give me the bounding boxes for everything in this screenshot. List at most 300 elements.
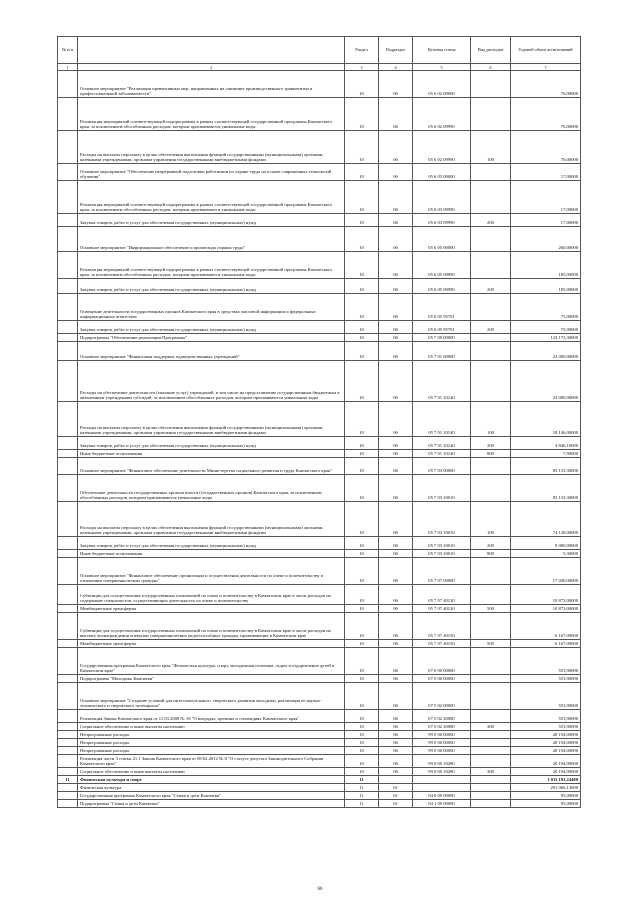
row-podrazdel: 06 <box>379 450 413 458</box>
row-vr <box>471 585 511 605</box>
row-number <box>58 214 78 227</box>
row-razdel: 10 <box>345 181 379 214</box>
column-number: 4 <box>379 64 413 71</box>
row-name: Межбюджетные трансферты <box>78 640 345 648</box>
row-vr <box>471 342 511 361</box>
table-row <box>58 252 581 279</box>
row-number <box>58 98 78 131</box>
row-vr: 500 <box>471 640 511 648</box>
row-name: Реализация мероприятий соответствующей подпрограммы в рамках соответствующей государственной программы Камчатского края, за исключением обособленных расходов, которым присваиваются уникальные коды <box>78 181 345 214</box>
row-vr <box>471 361 511 402</box>
row-vr: 100 <box>471 402 511 437</box>
table-header-row <box>58 37 581 64</box>
table-body <box>58 71 581 808</box>
row-name: Подпрограмма "Молодежь Камчатки" <box>78 675 345 683</box>
row-name: Закупка товаров, работ и услуг для обеспечения государственных (муниципальных) нужд <box>78 437 345 450</box>
row-name: Расходы на обеспечение деятельности (оказание услуг) учреждений, в том числе на предоставление государственным бюджетным и автономным учреждениям субсидий, за исключением обособленных расходов, которым присваиваются уникальные коды <box>78 361 345 402</box>
header-sum: Годовой объем ассигнований <box>511 37 581 64</box>
row-podrazdel: 06 <box>379 502 413 537</box>
row-razdel: 11 <box>345 800 379 808</box>
row-csr: 05 7 01 00000 <box>413 342 471 361</box>
row-vr <box>471 739 511 747</box>
row-number <box>58 458 78 475</box>
table-row <box>58 768 581 776</box>
row-name: Непрограммные расходы <box>78 731 345 739</box>
row-vr <box>471 164 511 181</box>
row-vr <box>471 784 511 792</box>
row-sum: 20 194,00000 <box>511 739 581 747</box>
page-number: 66 <box>317 887 323 892</box>
row-razdel: 10 <box>345 640 379 648</box>
row-vr <box>471 755 511 768</box>
row-razdel: 10 <box>345 252 379 279</box>
row-vr <box>471 710 511 723</box>
row-number <box>58 675 78 683</box>
row-csr: 05 6 05 09990 <box>413 279 471 294</box>
row-csr: 05 7 01 10140 <box>413 361 471 402</box>
row-podrazdel: 06 <box>379 71 413 98</box>
row-sum: 23 000,00000 <box>511 342 581 361</box>
table-row <box>58 784 581 792</box>
row-podrazdel: 06 <box>379 321 413 334</box>
table-row <box>58 710 581 723</box>
row-vr <box>471 792 511 800</box>
row-razdel: 10 <box>345 723 379 731</box>
column-number: 1 <box>58 64 78 71</box>
row-name: Реализация части 3 статьи 21.1 Закона Камчатского края от 08.02.2012 № 8 "О статусе депутата Законодательного Собрания Камчатского края" <box>78 755 345 768</box>
row-number <box>58 294 78 321</box>
header-podrazdel: Подраздел <box>379 37 413 64</box>
row-podrazdel: 01 <box>379 784 413 792</box>
row-number <box>58 252 78 279</box>
row-number <box>58 747 78 755</box>
row-number <box>58 437 78 450</box>
row-podrazdel: 01 <box>379 800 413 808</box>
row-number <box>58 502 78 537</box>
row-podrazdel: 06 <box>379 402 413 437</box>
row-number <box>58 784 78 792</box>
row-razdel: 10 <box>345 342 379 361</box>
row-csr: 05 7 03 10010 <box>413 475 471 502</box>
row-name: Закупка товаров, работ и услуг для обеспечения государственных (муниципальных) нужд <box>78 279 345 294</box>
row-podrazdel: 06 <box>379 131 413 164</box>
row-vr <box>471 731 511 739</box>
row-number <box>58 475 78 502</box>
row-podrazdel: 06 <box>379 731 413 739</box>
row-razdel: 10 <box>345 71 379 98</box>
row-razdel: 10 <box>345 321 379 334</box>
row-number <box>58 585 78 605</box>
table-row <box>58 227 581 252</box>
row-podrazdel: 06 <box>379 279 413 294</box>
budget-page <box>57 36 580 808</box>
table-row <box>58 739 581 747</box>
row-sum: 260,00000 <box>511 227 581 252</box>
row-number <box>58 71 78 98</box>
row-razdel: 10 <box>345 279 379 294</box>
row-number <box>58 558 78 585</box>
row-razdel: 10 <box>345 131 379 164</box>
row-vr <box>471 683 511 710</box>
table-row <box>58 450 581 458</box>
table-row <box>58 776 581 784</box>
row-razdel: 10 <box>345 502 379 537</box>
row-csr: 99 0 00 00000 <box>413 747 471 755</box>
row-number <box>58 131 78 164</box>
row-podrazdel: 06 <box>379 334 413 342</box>
row-name: Иные бюджетные ассигнования <box>78 450 345 458</box>
table-row <box>58 98 581 131</box>
row-sum: 76,00000 <box>511 131 581 164</box>
row-number <box>58 164 78 181</box>
row-csr: 05 6 05 00000 <box>413 227 471 252</box>
row-razdel: 10 <box>345 739 379 747</box>
row-sum: 291 066,13000 <box>511 784 581 792</box>
row-csr: 05 7 01 10140 <box>413 450 471 458</box>
table-row <box>58 605 581 613</box>
row-vr <box>471 675 511 683</box>
row-number <box>58 683 78 710</box>
row-podrazdel: 06 <box>379 613 413 640</box>
row-csr: 05 7 01 10140 <box>413 437 471 450</box>
row-podrazdel: 06 <box>379 723 413 731</box>
row-podrazdel: 06 <box>379 294 413 321</box>
table-row <box>58 747 581 755</box>
row-razdel: 10 <box>345 227 379 252</box>
row-csr: 05 7 07 40120 <box>413 605 471 613</box>
table-row <box>58 792 581 800</box>
row-csr: 05 6 05 95701 <box>413 321 471 334</box>
row-vr: 300 <box>471 723 511 731</box>
row-sum: 76,00000 <box>511 98 581 131</box>
row-sum: 20 194,00000 <box>511 731 581 739</box>
row-name: Социальное обеспечение и иные выплаты населению <box>78 768 345 776</box>
row-vr <box>471 747 511 755</box>
table-row <box>58 458 581 475</box>
row-name: Физическая культура и спорт <box>78 776 345 784</box>
row-podrazdel: 06 <box>379 550 413 558</box>
row-sum: 75,00000 <box>511 321 581 334</box>
row-podrazdel: 06 <box>379 342 413 361</box>
column-number: 2 <box>78 64 345 71</box>
row-vr: 200 <box>471 214 511 227</box>
row-number <box>58 361 78 402</box>
row-podrazdel: 06 <box>379 252 413 279</box>
row-csr: 05 6 02 09990 <box>413 131 471 164</box>
row-name: Непрограммные расходы <box>78 739 345 747</box>
row-podrazdel: 06 <box>379 755 413 768</box>
header-razdel: Раздел <box>345 37 379 64</box>
budget-table <box>57 36 581 808</box>
row-number: 11 <box>58 776 78 784</box>
row-vr <box>471 181 511 214</box>
row-razdel: 10 <box>345 98 379 131</box>
row-razdel: 11 <box>345 784 379 792</box>
row-sum: 76,00000 <box>511 71 581 98</box>
row-name: Закупка товаров, работ и услуг для обеспечения государственных (муниципальных) нужд <box>78 321 345 334</box>
row-podrazdel: 06 <box>379 683 413 710</box>
row-sum: 123 173,30000 <box>511 334 581 342</box>
row-sum: 20 194,00000 <box>511 768 581 776</box>
row-sum: 74 128,00000 <box>511 502 581 537</box>
table-row <box>58 321 581 334</box>
row-razdel: 10 <box>345 475 379 502</box>
row-vr <box>471 648 511 675</box>
row-csr: 05 6 02 00000 <box>413 71 471 98</box>
row-name: Государственная программа Камчатского края "Семья и дети Камчатки" <box>78 792 345 800</box>
table-row <box>58 502 581 537</box>
row-vr <box>471 776 511 784</box>
row-sum: 553,90000 <box>511 648 581 675</box>
row-razdel: 10 <box>345 710 379 723</box>
row-number <box>58 755 78 768</box>
row-number <box>58 710 78 723</box>
row-podrazdel: 06 <box>379 214 413 227</box>
row-csr: 07 5 02 20080 <box>413 723 471 731</box>
row-podrazdel: 06 <box>379 475 413 502</box>
row-sum: 6 167,00000 <box>511 640 581 648</box>
row-csr: 99 0 00 10280 <box>413 768 471 776</box>
row-sum: 17,00000 <box>511 164 581 181</box>
row-razdel: 10 <box>345 294 379 321</box>
row-name: Расходы на выплаты персоналу в целях обеспечения выполнения функций государственными (муниципальными) органами, казенными учреждениями, органами управления государственными внебюджетными фондами <box>78 402 345 437</box>
row-vr <box>471 294 511 321</box>
column-number: 3 <box>345 64 379 71</box>
row-razdel: 10 <box>345 585 379 605</box>
row-razdel: 10 <box>345 683 379 710</box>
row-vr <box>471 558 511 585</box>
row-name: Социальное обеспечение и иные выплаты населению <box>78 723 345 731</box>
table-row <box>58 755 581 768</box>
row-csr: 05 7 07 40150 <box>413 613 471 640</box>
row-vr <box>471 475 511 502</box>
row-sum: 75,00000 <box>511 294 581 321</box>
table-row <box>58 402 581 437</box>
row-podrazdel: 06 <box>379 98 413 131</box>
row-razdel: 11 <box>345 792 379 800</box>
row-podrazdel: 06 <box>379 710 413 723</box>
row-razdel: 10 <box>345 747 379 755</box>
row-name: Основное мероприятие "Финансовая поддержка подведомственных учреждений" <box>78 342 345 361</box>
row-csr: 05 6 05 09990 <box>413 252 471 279</box>
table-row <box>58 279 581 294</box>
row-csr: 05 7 07 40120 <box>413 585 471 605</box>
row-sum: 10 873,00000 <box>511 585 581 605</box>
row-razdel: 10 <box>345 402 379 437</box>
row-razdel: 10 <box>345 361 379 402</box>
column-number: 5 <box>413 64 471 71</box>
row-name: Расходы на выплаты персоналу в целях обеспечения выполнения функций государственными (муниципальными) органами, казенными учреждениями, органами управления государственными внебюджетными фондами <box>78 131 345 164</box>
row-podrazdel: 01 <box>379 792 413 800</box>
row-sum: 9 000,00000 <box>511 537 581 550</box>
row-vr: 200 <box>471 437 511 450</box>
row-sum: 4 846,10000 <box>511 437 581 450</box>
row-podrazdel: 06 <box>379 675 413 683</box>
row-podrazdel: 06 <box>379 558 413 585</box>
header-vr: Вид расходов <box>471 37 511 64</box>
row-csr: 07 5 00 00000 <box>413 675 471 683</box>
row-razdel: 10 <box>345 558 379 585</box>
row-number <box>58 537 78 550</box>
row-sum: 17 040,00000 <box>511 558 581 585</box>
row-sum: 20 194,00000 <box>511 747 581 755</box>
row-name: Реализация Закона Камчатского края от 11.03.2008 № 18 "О наградах, премиях и стипендиях Камчатского края" <box>78 710 345 723</box>
row-name: Иные бюджетные ассигнования <box>78 550 345 558</box>
row-vr <box>471 613 511 640</box>
row-sum: 20 194,00000 <box>511 755 581 768</box>
row-vr <box>471 98 511 131</box>
row-vr: 200 <box>471 321 511 334</box>
row-sum: 17,00000 <box>511 181 581 214</box>
row-name: Освещение деятельности государственных органов Камчатского края в средствах массовой информации и федеральных информационных агентствах <box>78 294 345 321</box>
row-number <box>58 768 78 776</box>
row-sum: 553,90000 <box>511 683 581 710</box>
row-number <box>58 321 78 334</box>
row-sum: 553,90000 <box>511 710 581 723</box>
row-razdel: 10 <box>345 458 379 475</box>
row-vr: 100 <box>471 131 511 164</box>
table-row <box>58 181 581 214</box>
row-name: Закупка товаров, работ и услуг для обеспечения государственных (муниципальных) нужд <box>78 537 345 550</box>
table-row <box>58 71 581 98</box>
row-podrazdel: 06 <box>379 605 413 613</box>
row-number <box>58 605 78 613</box>
header-csr: Целевая статья <box>413 37 471 64</box>
row-name: Основное мероприятие "Создание условий для интеллектуального, творческого развития молодежи, реализация ее научно-технического и творческого потенциала" <box>78 683 345 710</box>
table-row <box>58 800 581 808</box>
table-row <box>58 537 581 550</box>
row-sum: 83 133,30000 <box>511 475 581 502</box>
row-csr: 07 5 02 00000 <box>413 683 471 710</box>
row-podrazdel: 06 <box>379 585 413 605</box>
row-csr: 05 7 03 10010 <box>413 537 471 550</box>
row-razdel: 10 <box>345 537 379 550</box>
row-csr <box>413 784 471 792</box>
row-vr <box>471 458 511 475</box>
table-row <box>58 131 581 164</box>
row-razdel: 10 <box>345 437 379 450</box>
row-razdel: 10 <box>345 605 379 613</box>
row-razdel: 10 <box>345 613 379 640</box>
row-sum: 95,00000 <box>511 792 581 800</box>
row-csr: 05 6 03 09990 <box>413 181 471 214</box>
row-name: Реализация мероприятий соответствующей подпрограммы в рамках соответствующей государственной программы Камчатского края, за исключением обособленных расходов, которым присваиваются уникальные коды <box>78 252 345 279</box>
row-sum: 1 011 193,24400 <box>511 776 581 784</box>
row-podrazdel: 06 <box>379 768 413 776</box>
row-sum: 10 873,00000 <box>511 605 581 613</box>
table-row <box>58 475 581 502</box>
row-number <box>58 550 78 558</box>
row-sum: 23 000,00000 <box>511 361 581 402</box>
table-row <box>58 683 581 710</box>
row-razdel: 10 <box>345 164 379 181</box>
row-csr: 04 1 00 00000 <box>413 800 471 808</box>
row-csr <box>413 776 471 784</box>
row-number <box>58 723 78 731</box>
table-row <box>58 648 581 675</box>
row-number <box>58 227 78 252</box>
row-podrazdel: 06 <box>379 227 413 252</box>
row-number <box>58 450 78 458</box>
row-name: Основное мероприятие "Информационное обеспечение и пропаганда охраны труда" <box>78 227 345 252</box>
row-number <box>58 342 78 361</box>
row-name: Подпрограмма "Обеспечение реализации Программы" <box>78 334 345 342</box>
row-csr: 05 7 01 10140 <box>413 402 471 437</box>
row-vr <box>471 71 511 98</box>
row-sum: 553,90000 <box>511 723 581 731</box>
row-podrazdel: 06 <box>379 181 413 214</box>
row-name: Непрограммные расходы <box>78 747 345 755</box>
column-number-row <box>58 64 581 71</box>
row-name: Субвенции для осуществления государственных полномочий по опеке и попечительству в Камчатском крае в части расходов на содержание специалистов, осуществляющих деятельность по опеке и попечительству <box>78 585 345 605</box>
row-sum: 553,90000 <box>511 675 581 683</box>
column-number: 7 <box>511 64 581 71</box>
row-csr: 99 0 00 00000 <box>413 739 471 747</box>
header-name <box>78 37 345 64</box>
row-razdel: 11 <box>345 776 379 784</box>
row-vr: 800 <box>471 450 511 458</box>
row-podrazdel: 06 <box>379 164 413 181</box>
row-csr: 05 7 00 00000 <box>413 334 471 342</box>
row-vr: 500 <box>471 605 511 613</box>
row-sum: 83 133,30000 <box>511 458 581 475</box>
row-number <box>58 181 78 214</box>
row-csr: 05 7 07 40150 <box>413 640 471 648</box>
row-razdel: 10 <box>345 675 379 683</box>
row-podrazdel: 06 <box>379 458 413 475</box>
row-csr: 05 7 03 10010 <box>413 502 471 537</box>
row-sum: 17,00000 <box>511 214 581 227</box>
row-podrazdel: 06 <box>379 361 413 402</box>
table-row <box>58 437 581 450</box>
row-number <box>58 279 78 294</box>
row-csr: 07 0 00 00000 <box>413 648 471 675</box>
row-sum: 95,00000 <box>511 800 581 808</box>
row-number <box>58 792 78 800</box>
row-csr: 99 0 00 10280 <box>413 755 471 768</box>
table-row <box>58 342 581 361</box>
row-podrazdel: 06 <box>379 437 413 450</box>
row-name: Государственная программа Камчатского края "Физическая культура, спорт, молодежная политика, отдых и оздоровление детей в Камчатском крае" <box>78 648 345 675</box>
row-number <box>58 800 78 808</box>
row-number <box>58 640 78 648</box>
row-name: Субвенции для осуществления государственных полномочий по опеке и попечительству в Камчатском крае в части расходов на выплату вознаграждения опекунам совершеннолетних недееспособных граждан, проживающих в Камчатском крае <box>78 613 345 640</box>
table-row <box>58 731 581 739</box>
row-vr: 800 <box>471 550 511 558</box>
row-vr <box>471 252 511 279</box>
table-row <box>58 585 581 605</box>
row-vr <box>471 334 511 342</box>
row-csr: 07 5 02 20080 <box>413 710 471 723</box>
row-number <box>58 402 78 437</box>
table-row <box>58 675 581 683</box>
table-row <box>58 558 581 585</box>
row-vr <box>471 227 511 252</box>
column-number: 6 <box>471 64 511 71</box>
table-row <box>58 334 581 342</box>
row-razdel: 10 <box>345 550 379 558</box>
row-csr: 99 0 00 00000 <box>413 731 471 739</box>
row-podrazdel <box>379 776 413 784</box>
row-podrazdel: 06 <box>379 640 413 648</box>
row-name: Межбюджетные трансферты <box>78 605 345 613</box>
row-csr: 05 7 07 00000 <box>413 558 471 585</box>
row-name: Расходы на выплаты персоналу в целях обеспечения выполнения функций государственными (муниципальными) органами, казенными учреждениями, органами управления государственными внебюджетными фондами <box>78 502 345 537</box>
table-row <box>58 294 581 321</box>
row-podrazdel: 06 <box>379 537 413 550</box>
row-razdel: 10 <box>345 768 379 776</box>
row-name: Обеспечение деятельности государственных органов власти (государственных органов) Камчатского края, за исключением обособленных расходов, которым присваиваются уникальные коды <box>78 475 345 502</box>
